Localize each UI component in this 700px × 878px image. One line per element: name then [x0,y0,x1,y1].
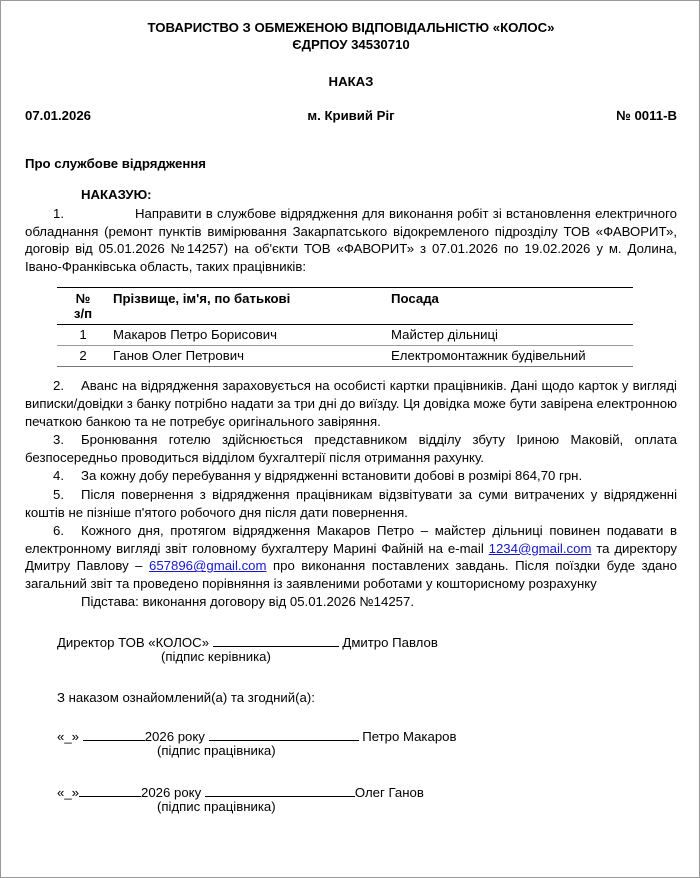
table-header-number-line1: № [75,291,91,307]
order-keyword: НАКАЗУЮ: [81,187,152,202]
employee-signature-line-2 [57,783,677,800]
document-meta-row [25,108,677,123]
employee-year-1: 2026 року [144,728,205,744]
employee-signature-rule-2[interactable] [205,783,355,797]
employee-signature-block-1 [25,727,677,758]
employee-date-rule-1[interactable] [83,727,145,741]
employee-signature-rule-1[interactable] [209,727,359,741]
table-header-row [57,288,633,325]
order-item-2-text: Аванс на відрядження зараховується на особисті картки працівників. Дані щодо карток у вигляді виписки/довідки з банку потрібно надати за три дні до виїзду. Ця довідка може бути завірена електронною печаткою банкою та не потребує оригінального завіряння. [25,378,677,429]
organization-code: ЄДРПОУ 34530710 [292,37,410,52]
table-cell-name: Макаров Петро Борисович [109,325,387,346]
acknowledgement-text: З наказом ознайомлений(а) та згодний(а): [57,689,315,705]
order-item-6-text-part1: Кожного дня, протягом відрядження Макаров Петро – майстер дільниці повинен подавати в електронному вигляді звіт головному бухгалтеру Марині Файній на e-mail [25,523,677,556]
table-cell-number: 1 [57,325,109,346]
employee-day-prefix-1: «_» [57,728,80,744]
order-item-2 [25,377,677,430]
director-signature-caption: (підпис керівника) [161,648,271,664]
employee-signature-caption-2: (підпис працівника) [157,798,276,814]
order-item-1-number: 1. [53,206,64,221]
basis-line: Підстава: виконання договору від 05.01.2026 №14257. [81,593,415,609]
staff-table [57,287,633,367]
order-item-6-text-part3: про виконання поставлених завдань. Після поїздки буде здано загальний звіт та проведено порівняння із заявленими роботами у кошторисному розрахунку [25,558,677,591]
order-item-4-text: За кожну добу перебування у відрядженні встановити добові в розмірі 864,70 грн. [81,468,583,484]
order-item-6 [25,522,677,592]
order-item-5-text: Після повернення з відрядження працівникам відзвітувати за суми витрачених у відрядженні коштів не пізніше п'ятого робочого дня після дати повернення. [25,486,677,520]
table-header-number [57,288,109,325]
order-item-5 [25,486,677,521]
document-number: № 0011-В [616,108,677,123]
email-link-director[interactable]: 657896@gmail.com [149,558,267,574]
table-cell-name: Ганов Олег Петрович [109,346,387,367]
employee-signature-line-1 [57,727,677,744]
order-item-3-text: Бронювання готелю здійснюється представником відділу збуту Іриною Маковій, оплата безпосередньо проводиться відділом бухгалтерії після отримання рахунку. [25,432,677,465]
order-item-5-number: 5. [53,486,64,502]
order-item-1 [25,205,677,275]
email-link-accountant[interactable]: 1234@gmail.com [488,540,592,556]
order-item-3-number: 3. [53,432,64,448]
order-item-3 [25,431,677,466]
director-name: Дмитро Павлов [342,634,438,650]
employee-signature-caption-1: (підпис працівника) [157,742,276,758]
organization-header [25,1,677,53]
table-cell-position: Електромонтажник будівельний [387,346,633,367]
order-item-6-text-part2: та директору Дмитру Павлову – [25,540,677,574]
employee-name-1: Петро Макаров [362,728,457,744]
order-item-4 [25,467,677,485]
order-item-6-number: 6. [53,523,64,539]
director-signature-line [57,633,677,650]
document-sheet [25,1,677,878]
employee-day-prefix-2: «_» [57,784,80,800]
document-type-title: НАКАЗ [328,74,374,89]
director-label: Директор ТОВ «КОЛОС» [57,634,210,650]
organization-name: ТОВАРИСТВО З ОБМЕЖЕНОЮ ВІДПОВІДАЛЬНІСТЮ «КОЛОС» [147,20,555,35]
document-subject: Про службове відрядження [25,156,206,171]
table-row [57,325,633,346]
director-signature-block [25,633,677,664]
document-city: м. Кривий Ріг [307,108,395,123]
table-header-position: Посада [387,288,633,325]
table-header-number-line2: з/п [73,306,93,322]
document-date: 07.01.2026 [25,108,92,123]
order-item-2-number: 2. [53,378,64,394]
table-cell-position: Майстер дільниці [387,325,633,346]
table-cell-number: 2 [57,346,109,367]
employee-date-rule-2[interactable] [79,783,141,797]
table-row [57,346,633,367]
employee-name-2: Олег Ганов [354,784,424,800]
order-item-4-number: 4. [53,468,64,484]
director-signature-rule[interactable] [213,633,339,647]
employee-signature-block-2 [25,783,677,814]
order-item-1-text: Направити в службове відрядження для виконання робіт зі встановлення електричного обладнання (ремонт пунктів вимірювання Закарпатського відокремленого підрозділу ТОВ «ФАВОРИТ», договір від 05.01.2026 №14257) на об'єкти ТОВ «ФАВОРИТ» з 07.01.2026 по 19.02.2026 у м. Долина, Івано-Франківська область, таких працівників: [25,206,677,274]
employee-year-2: 2026 року [141,784,202,800]
table-header-name: Прізвище, ім'я, по батькові [109,288,387,325]
